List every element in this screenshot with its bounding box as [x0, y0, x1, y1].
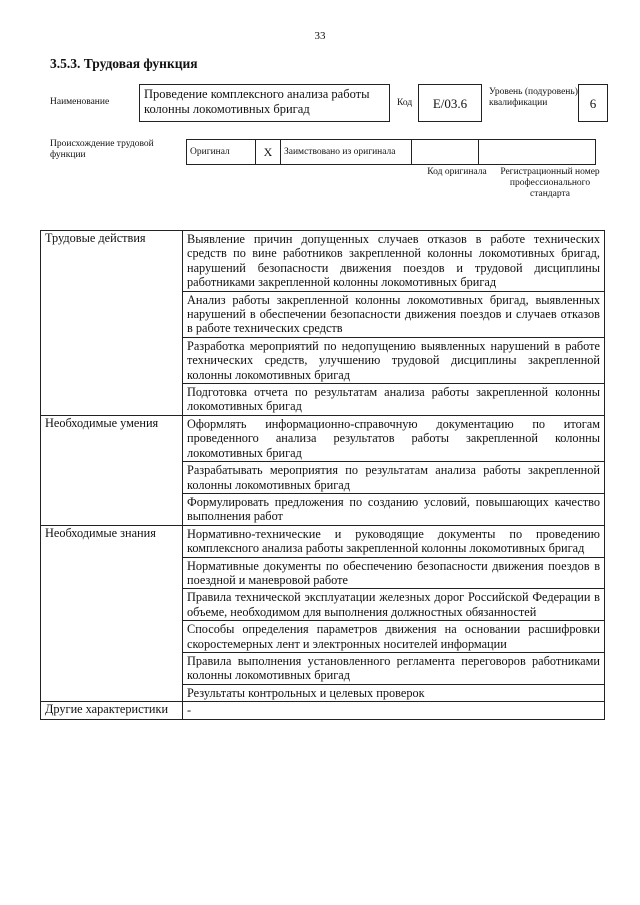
function-code-field: E/03.6	[418, 84, 482, 122]
original-mark: X	[256, 140, 281, 165]
description-cell: Разрабатывать мероприятия по результатам анализа работы закрепленной колонны локомотивных бригад	[183, 462, 605, 494]
category-cell: Трудовые действия	[41, 231, 183, 416]
qualification-level-field: 6	[578, 84, 608, 122]
registration-number-cell	[479, 140, 596, 165]
description-cell: Способы определения параметров движения на основании расшифровки скоростемерных лент и электронных носителей информации	[183, 621, 605, 653]
description-cell: Правила технической эксплуатации железных дорог Российской Федерации в объеме, необходимом для выполнения должностных обязанностей	[183, 589, 605, 621]
table-row	[41, 415, 605, 461]
origin-label: Происхождение трудовой функции	[50, 139, 154, 160]
description-cell: Анализ работы закрепленной колонны локомотивных бригад, выявленных нарушений в обеспечении безопасности движения поездов и случаев отказов в работе технических средств	[183, 291, 605, 337]
original-code-cell	[412, 140, 479, 165]
function-name-field: Проведение комплексного анализа работы колонны локомотивных бригад	[139, 84, 390, 122]
qualification-level-label: Уровень (подуровень) квалификации	[489, 87, 578, 108]
description-cell: -	[183, 702, 605, 719]
description-cell: Оформлять информационно-справочную документацию по итогам проведенного анализа результатов работы закрепленной колонны локомотивных бригад	[183, 415, 605, 461]
category-cell: Необходимые умения	[41, 415, 183, 525]
registration-number-caption: Регистрационный номер профессионального стандарта	[500, 167, 600, 199]
description-cell: Результаты контрольных и целевых проверок	[183, 684, 605, 701]
code-label: Код	[397, 98, 413, 108]
table-row	[41, 702, 605, 719]
description-cell: Нормативно-технические и руководящие документы по проведению комплексного анализа работы закрепленной колонны локомотивных бригад	[183, 525, 605, 557]
original-code-caption: Код оригинала	[427, 167, 487, 177]
name-label: Наименование	[50, 97, 110, 107]
description-cell: Подготовка отчета по результатам анализа работы закрепленной колонны локомотивных бригад	[183, 384, 605, 416]
description-cell: Нормативные документы по обеспечению безопасности движения поездов в поездной и маневровой работе	[183, 557, 605, 589]
function-details-table	[40, 230, 605, 720]
description-cell: Формулировать предложения по созданию условий, повышающих качество выполнения работ	[183, 493, 605, 525]
description-cell: Выявление причин допущенных случаев отказов в работе технических средств по вине работников закрепленной колонны локомотивных бригад, нарушений безопасности движения поездов и трудовой дисциплины работниками закрепленной колонны локомотивных бригад	[183, 231, 605, 292]
description-cell: Разработка мероприятий по недопущению выявленных нарушений в работе технических средств, улучшению трудовой дисциплины закрепленной колонны локомотивных бригад	[183, 337, 605, 383]
section-title: 3.5.3. Трудовая функция	[50, 56, 198, 71]
original-label: Оригинал	[187, 140, 256, 165]
table-row	[41, 525, 605, 557]
category-cell: Необходимые знания	[41, 525, 183, 701]
category-cell: Другие характеристики	[41, 702, 183, 719]
origin-table	[186, 139, 596, 165]
description-cell: Правила выполнения установленного регламента переговоров работниками колонны локомотивных бригад	[183, 652, 605, 684]
borrowed-label: Заимствовано из оригинала	[281, 140, 412, 165]
page-number: 33	[314, 30, 326, 42]
table-row	[41, 231, 605, 292]
